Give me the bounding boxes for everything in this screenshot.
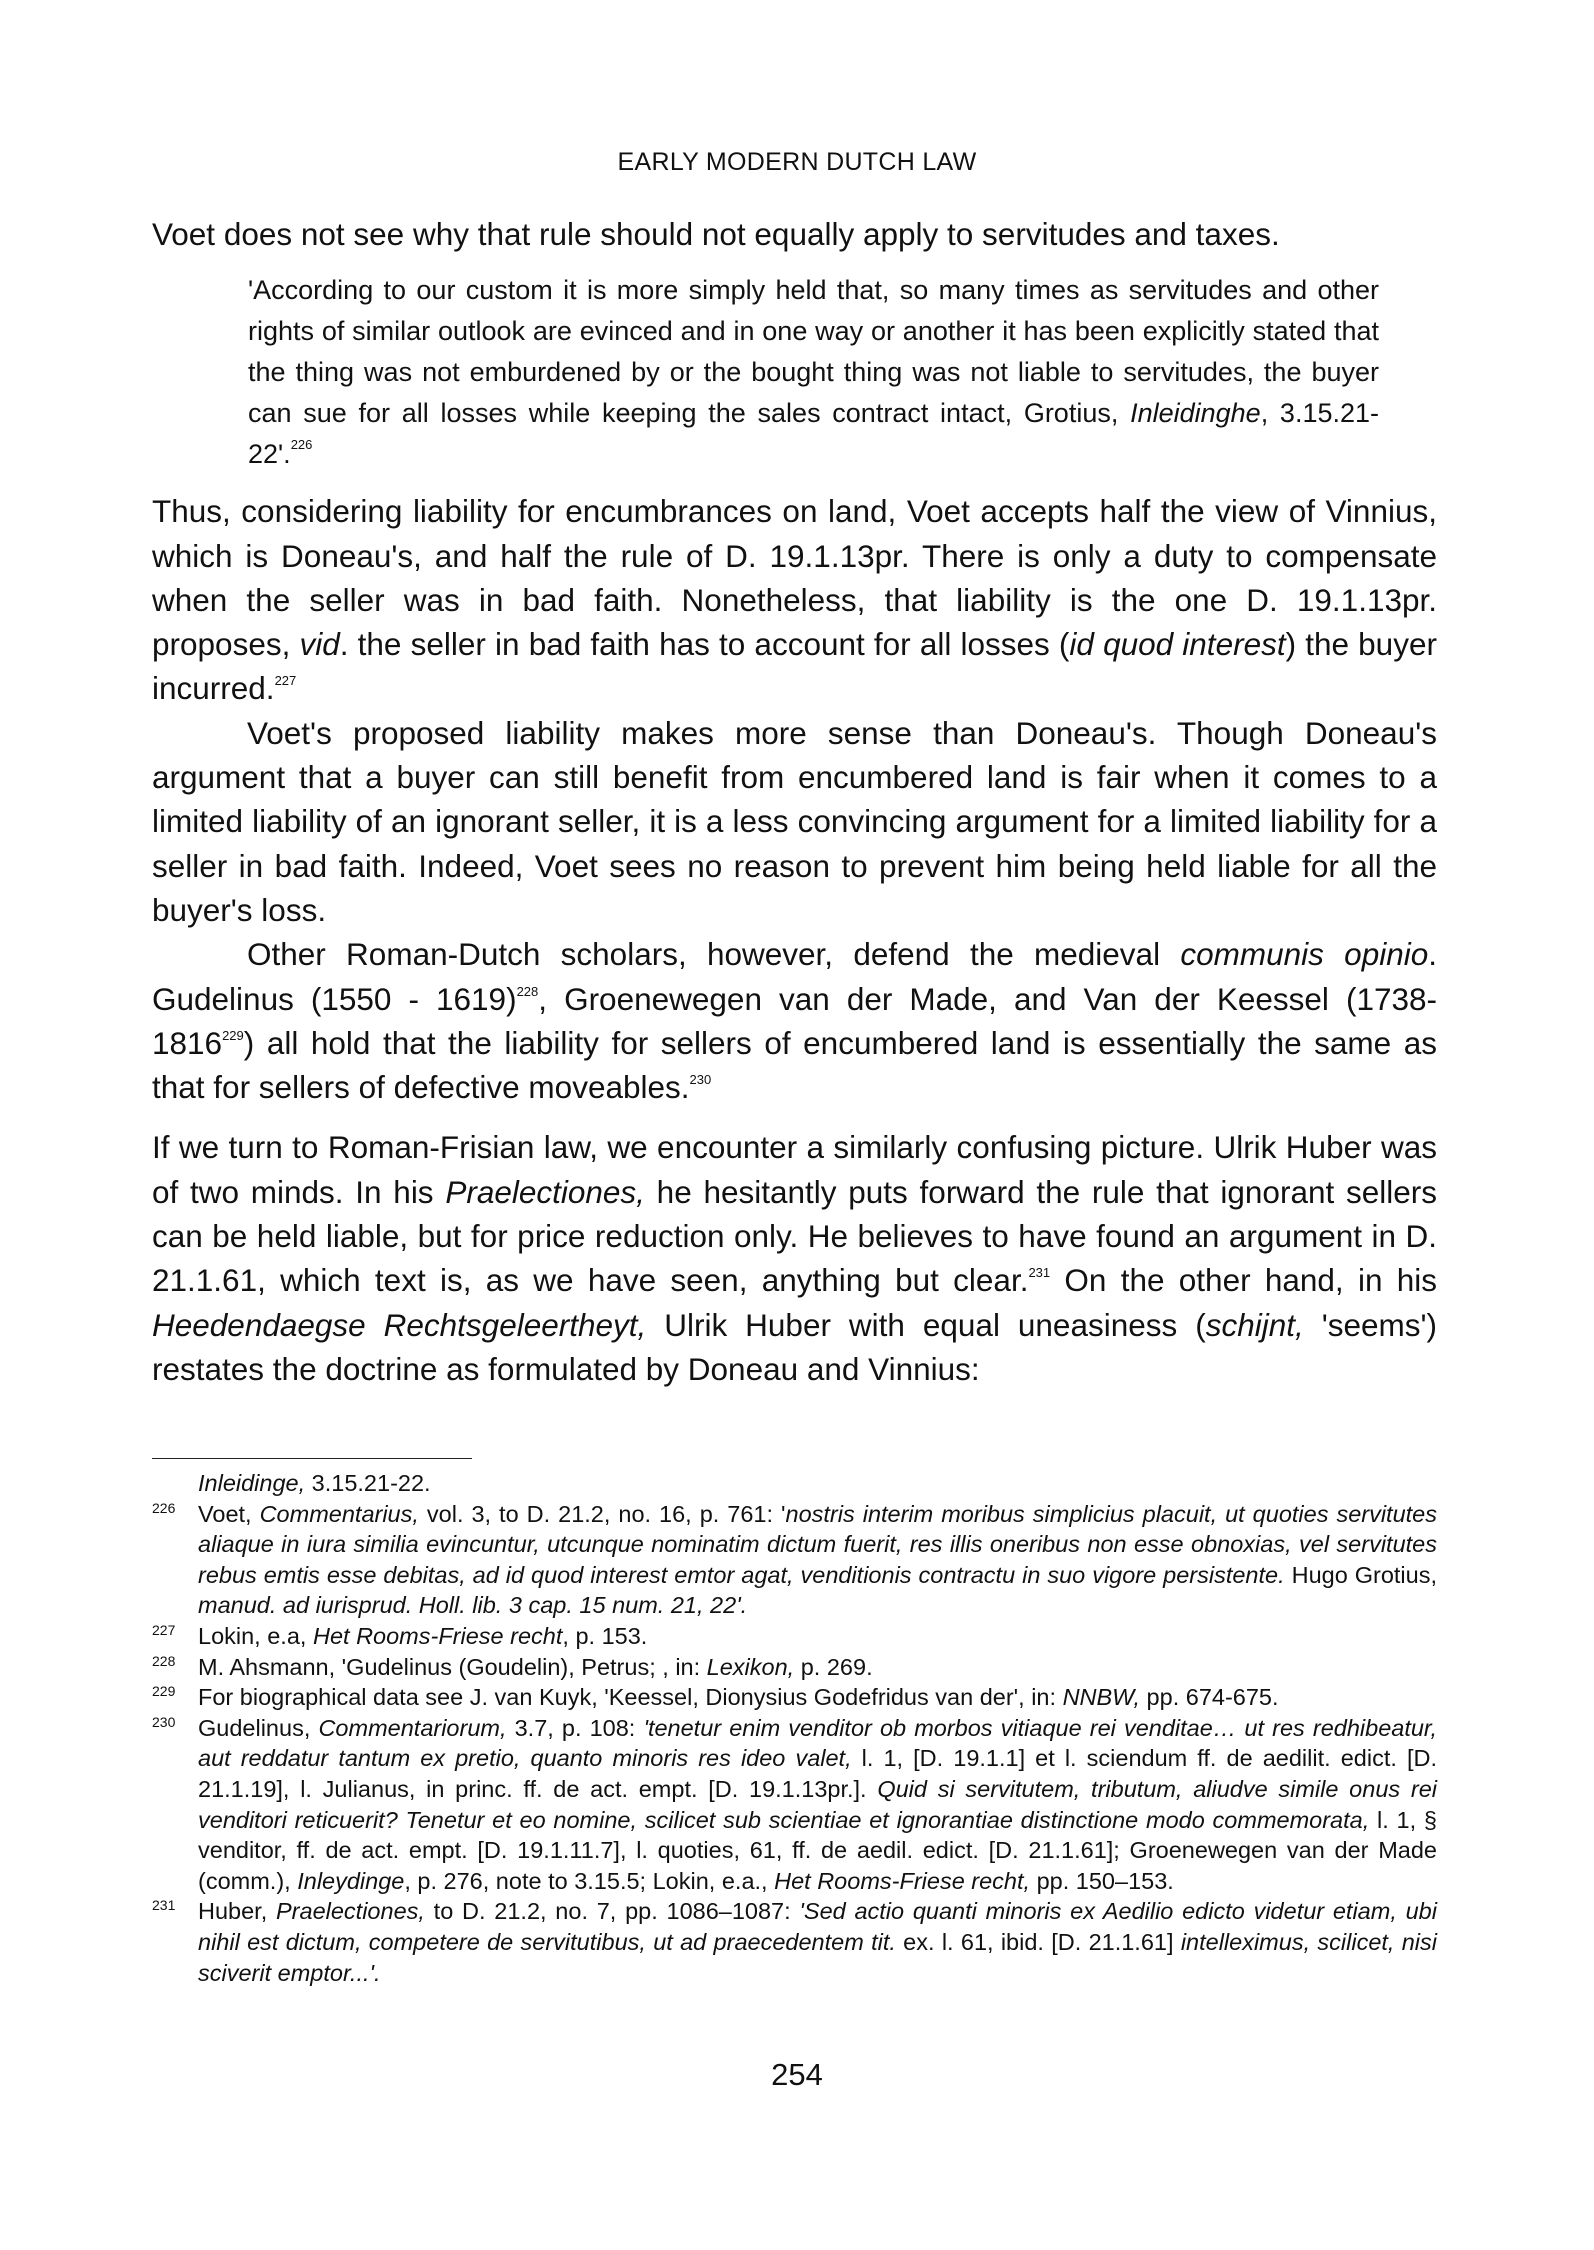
- text-run: he hesitantly puts forward the rule that ignorant sellers can be held liable, but for price reduction only. He believes to have found an argument in D. 21.1.61, which text is, as we have seen, anything but clear.: [152, 1173, 1437, 1299]
- page-number: 254: [771, 2057, 823, 2092]
- footnote-divider: [152, 1458, 472, 1459]
- text-run: Other Roman-Dutch scholars, however, defend the medieval: [247, 936, 1181, 973]
- paragraph-encumbrances: [152, 489, 1437, 710]
- text-run: , p. 153.: [562, 1622, 648, 1649]
- footnote-ref-231[interactable]: 231: [1028, 1265, 1051, 1281]
- italic-run: Praelectiones,: [445, 1173, 645, 1210]
- text-run: M. Ahsmann, 'Gudelinus (Goudelin), Petrus; , in:: [198, 1653, 707, 1680]
- text-run: Voet,: [198, 1500, 260, 1527]
- italic-run: 'tenetur enim venditor ob morbos vitiaque rei venditae… ut res redhibeatur, aut reddatur tantum ex pretio, quanto minoris res ideo valet,: [198, 1714, 1437, 1772]
- text-run: 3.15.21-22.: [305, 1470, 431, 1496]
- text-run: vol. 3, to D. 21.2, no. 16, p. 761: ': [418, 1500, 786, 1527]
- quote-text: , 3.15.21-22'.: [248, 398, 1380, 470]
- italic-run: Inleidinge,: [198, 1470, 306, 1496]
- footnote-ref-230[interactable]: 230: [689, 1072, 712, 1088]
- footnote-230: [152, 1713, 1437, 1897]
- block-quote: [248, 270, 1379, 475]
- paragraph-roman-dutch: [152, 932, 1437, 1109]
- text-run: l. 1, [D. 19.1.1] et l. sciendum ff. de aedilit. edict. [D. 21.1.19], l. Julianus, in princ. ff. de act. empt. [D. 19.1.13pr.].: [198, 1745, 1437, 1802]
- footnote-number: 231: [152, 1897, 176, 1914]
- footnote-number: 228: [152, 1652, 176, 1669]
- italic-run: Praelectiones,: [276, 1898, 425, 1925]
- text-run: 3.7, p. 108:: [506, 1714, 644, 1741]
- italic-run: Lexikon,: [706, 1653, 795, 1680]
- text-run: pp. 150–153.: [1030, 1867, 1174, 1894]
- text-run: . the seller in bad faith has to account for all losses (: [339, 626, 1070, 663]
- text-run: Huber,: [198, 1898, 276, 1925]
- footnotes: [152, 1468, 1437, 1988]
- paragraph-voet-liability: Voet's proposed liability makes more sense than Doneau's. Though Doneau's argument that a buyer can still benefit from encumbered land is fair when it comes to a limited liability of an ignorant seller, it is a less convincing argument for a limited liability for a seller in bad faith. Indeed, Voet sees no reason to prevent him being held liable for all the buyer's loss.: [152, 714, 1437, 928]
- italic-run: manud. ad iurisprud. Holl. lib. 3 cap. 15 num. 21, 22'.: [198, 1592, 748, 1619]
- footnote-229: [152, 1682, 1437, 1713]
- italic-run: Het Rooms-Friese recht: [312, 1622, 563, 1649]
- quote-text: 'According to our custom it is more simply held that, so many times as servitudes and other rights of similar outlook are evinced and in one way or another it has been explicitly stated that the thing was not emburdened by or the bought thing was not liable to servitudes, the buyer can sue for all losses while keeping the sales contract intact, Grotius,: [248, 275, 1379, 429]
- text-run: l. 1, § venditor, ff. de act. empt. [D. 19.1.11.7], l. quoties, 61, ff. de aedil. edict. [D. 21.1.61]; Groenewegen van der Made (comm.),: [198, 1806, 1437, 1894]
- italic-run: Commentarius,: [259, 1500, 419, 1527]
- footnote-number: 226: [152, 1499, 176, 1516]
- main-text: [152, 212, 1437, 1391]
- paragraph-voet-rule: Voet does not see why that rule should not equally apply to servitudes and taxes.: [152, 216, 1280, 252]
- text-run: to D. 21.2, no. 7, pp. 1086–1087:: [424, 1898, 800, 1925]
- text-run: . Gudelinus (1550 - 1619): [152, 936, 1438, 1017]
- text-run: ) the buyer incurred.: [152, 626, 1437, 707]
- footnote-number: 229: [152, 1683, 176, 1700]
- footnote-227: [152, 1621, 1437, 1652]
- footnote-ref-226[interactable]: 226: [290, 437, 313, 453]
- text-run: p. 269.: [794, 1653, 873, 1680]
- italic-run: communis opinio: [1180, 936, 1429, 973]
- text-run: Ulrik Huber with equal uneasiness (: [646, 1306, 1206, 1343]
- text-run: ex. l. 61, ibid. [D. 21.1.61]: [895, 1928, 1181, 1955]
- footnote-number: 230: [152, 1713, 176, 1730]
- running-header: EARLY MODERN DUTCH LAW: [617, 148, 977, 176]
- text-run: , p. 276, note to 3.15.5; Lokin, e.a.,: [404, 1867, 775, 1894]
- italic-run: id quod interest: [1069, 626, 1286, 663]
- italic-run: NNBW,: [1062, 1684, 1141, 1711]
- footnote-228: [152, 1652, 1437, 1683]
- text-run: For biographical data see J. van Kuyk, 'Keessel, Dionysius Godefridus van der', in:: [198, 1684, 1063, 1711]
- italic-run: intelleximus, scilicet, nisi sciverit emptor...'.: [198, 1928, 1438, 1986]
- text-run: Gudelinus,: [198, 1714, 319, 1741]
- italic-run: Heedendaegse Rechtsgeleertheyt,: [152, 1306, 647, 1343]
- text-run: Hugo Grotius,: [1284, 1561, 1437, 1588]
- italic-run: nostris interim moribus simplicius placuit, ut quoties servitutes aliaque in iura similia evincuntur, utcunque nominatim dictum fuerit, res illis oneribus non esse obnoxias, vel servitutes rebus emtis esse debitas, ad id quod interest emtor agat, venditionis contractu in suo vigore persistente.: [198, 1500, 1438, 1588]
- paragraph-roman-frisian: [152, 1125, 1437, 1391]
- quote-italic: Inleidinghe: [1130, 398, 1261, 429]
- italic-run: Inleydinge: [297, 1867, 405, 1894]
- text-run: Lokin, e.a,: [198, 1622, 313, 1649]
- italic-run: 'Sed actio quanti minoris ex Aedilio edicto videtur etiam, ubi nihil est dictum, competere de servitutibus, ut ad praecedentem tit.: [198, 1898, 1437, 1955]
- footnote-ref-227[interactable]: 227: [274, 673, 297, 689]
- text-run: On the other hand, in his: [1050, 1262, 1438, 1299]
- footnote-continuation: [152, 1468, 1437, 1499]
- footnote-number: 227: [152, 1621, 176, 1638]
- text-run: 'seems') restates the doctrine as formulated by Doneau and Vinnius:: [152, 1306, 1437, 1387]
- italic-run: vid: [299, 626, 340, 663]
- text-run: ) all hold that the liability for sellers of encumbered land is essentially the same as that for sellers of defective moveables.: [152, 1024, 1437, 1106]
- footnote-ref-229[interactable]: 229: [222, 1027, 244, 1043]
- text-run: Thus, considering liability for encumbrances on land, Voet accepts half the view of Vinnius, which is Doneau's, and half the rule of D. 19.1.13pr. There is only a duty to compensate when the seller was in bad faith. Nonetheless, that liability is the one D. 19.1.13pr. proposes,: [152, 493, 1437, 663]
- italic-run: Het Rooms-Friese recht,: [774, 1867, 1031, 1894]
- text-run: , Groenewegen van der Made, and Van der Keessel (1738-1816: [152, 980, 1438, 1061]
- text-run: pp. 674-675.: [1140, 1684, 1279, 1711]
- italic-run: schijnt,: [1205, 1306, 1304, 1343]
- italic-run: Commentariorum,: [318, 1714, 507, 1741]
- footnote-226: [152, 1499, 1437, 1621]
- text-run: If we turn to Roman-Frisian law, we encounter a similarly confusing picture. Ulrik Huber was of two minds. In his: [152, 1129, 1437, 1210]
- footnote-ref-228[interactable]: 228: [516, 983, 539, 999]
- italic-run: Quid si servitutem, tributum, aliudve simile onus rei venditori reticuerit? Tenetur et eo nomine, scilicet sub scientiae et ignorantiae distinctione modo commemorata,: [198, 1775, 1437, 1833]
- footnote-231: [152, 1896, 1437, 1988]
